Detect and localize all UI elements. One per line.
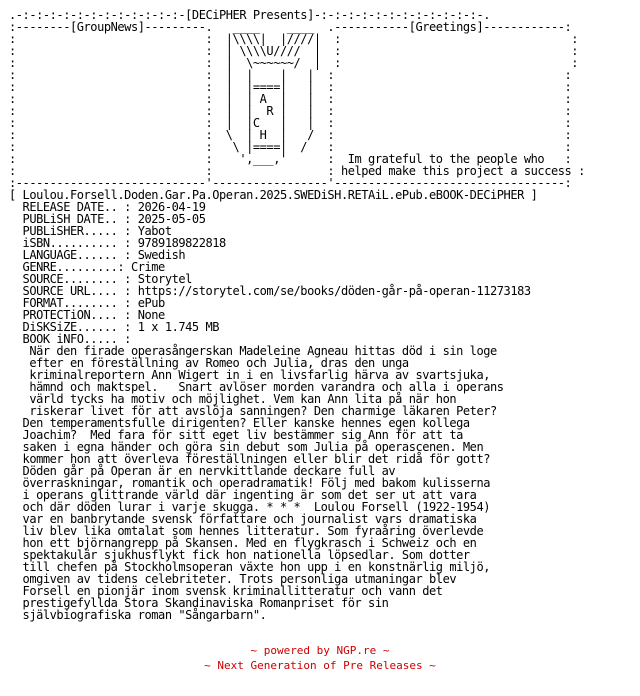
- nfo-line: : : | | A | | : :: [9, 92, 572, 106]
- nfo-line: .-:-:-:-:-:-:-:-:-:-:-:-:-[DECiPHER Presents]-:-:-:-:-:-:-:-:-:-:-:-:-.: [9, 8, 490, 22]
- footer-tagline: ~ Next Generation of Pre Releases ~: [204, 659, 436, 672]
- footer-powered-by: ~ powered by NGP.re ~: [250, 644, 390, 657]
- nfo-line: RELEASE DATE.. : 2026-04-19: [9, 200, 206, 214]
- nfo-line: : : | |C | | : :: [9, 116, 572, 130]
- nfo-line: och där döden lurar i varje skugga. * * * Loulou Forsell (1922-1954): [9, 500, 490, 514]
- nfo-line: hämnd och maktspel. Snart avlöser morden varandra och alla i operans: [9, 380, 504, 394]
- nfo-line: :----------------------------'-----------------'----------------------------------:: [9, 176, 572, 190]
- nfo-line: : : \ |====| / : :: [9, 140, 572, 154]
- nfo-line: hon ett björnangrepp på Skansen. Med en flygkrasch i Schweiz och en: [9, 536, 477, 550]
- nfo-line: : : \ | H | / : :: [9, 128, 572, 142]
- nfo-line: riskerar livet för att avslöja sanningen? Den charmige läkaren Peter?: [9, 404, 497, 418]
- nfo-line: liv blev lika omtalat som hennes litteratur. Som fyraåring överlevde: [9, 524, 484, 538]
- nfo-line: [ Loulou.Forsell.Doden.Gar.Pa.Operan.2025.SWEDiSH.RETAiL.ePub.eBOOK-DECiPHER ]: [9, 188, 538, 202]
- nfo-line: FORMAT........ : ePub: [9, 296, 165, 310]
- nfo-line: : : |\\\\| |////| : :: [9, 32, 579, 46]
- nfo-line: iSBN.......... : 9789189822818: [9, 236, 226, 250]
- nfo-line: Forsell en pionjär inom svensk kriminallitteratur och vann det: [9, 584, 443, 598]
- nfo-line: När den firade operasångerskan Madeleine Agneau hittas död i sin loge: [9, 344, 497, 358]
- nfo-line: : : | \~~~~~~/ | : :: [9, 56, 579, 70]
- nfo-line: : : : helped make this project a success :: [9, 164, 585, 178]
- nfo-line: : : | | R | | : :: [9, 104, 572, 118]
- nfo-line: Den temperamentsfulle dirigenten? Eller kanske hennes egen kollega: [9, 416, 470, 430]
- nfo-line: spektakulär sjukhusflykt fick hon nationella löpsedlar. Som dotter: [9, 548, 470, 562]
- nfo-line: självbiografiska roman "Sångarbarn".: [9, 608, 267, 622]
- nfo-line: efter en föreställning av Romeo och Julia, dras den unga: [9, 356, 409, 370]
- nfo-line: PUBLiSHER..... : Yabot: [9, 224, 172, 238]
- nfo-line: LANGUAGE...... : Swedish: [9, 248, 186, 262]
- nfo-line: : : | | | | : :: [9, 68, 572, 82]
- nfo-line: i operans glittrande värld där ingenting är som det ser ut att vara: [9, 488, 477, 502]
- nfo-line: BOOK iNFO..... :: [9, 332, 131, 346]
- nfo-line: kriminalreportern Ann Wigert in i en livsfarlig härva av svartsjuka,: [9, 368, 490, 382]
- nfo-line: : : | \\\\U//// | : :: [9, 44, 579, 58]
- nfo-line: till chefen på Stockholmsoperan växte hon upp i en konstnärlig miljö,: [9, 560, 490, 574]
- nfo-line: omgiven av tidens celebriteter. Trots personliga utmaningar blev: [9, 572, 457, 586]
- nfo-line: : : | |====| | : :: [9, 80, 572, 94]
- nfo-line: GENRE.........: Crime: [9, 260, 165, 274]
- nfo-line: kommer hon att överleva föreställningen eller blir det ridå för gott?: [9, 452, 490, 466]
- nfo-line: :--------[GroupNews]---------. ____ ____ .-----------[Greetings]------------:: [9, 20, 572, 34]
- nfo-line: SOURCE URL.... : https://storytel.com/se/books/döden-går-på-operan-11273183: [9, 284, 531, 298]
- nfo-line: prestigefyllda Stora Skandinaviska Romanpriset för sin: [9, 596, 389, 610]
- nfo-line: Döden går på Operan är en nervkittlande deckare full av: [9, 464, 396, 478]
- nfo-text: [9, 9, 585, 621]
- nfo-line: DiSKSiZE...... : 1 x 1.745 MB: [9, 320, 220, 334]
- nfo-line: värld tycks ha motiv och möjlighet. Vem kan Ann lita på när hon: [9, 392, 457, 406]
- nfo-line: saken i egna händer och göra sin debut som Julia på operascenen. Men: [9, 440, 484, 454]
- nfo-line: överraskningar, romantik och operadramatik! Följ med bakom kulisserna: [9, 476, 490, 490]
- nfo-line: PROTECTiON.... : None: [9, 308, 165, 322]
- nfo-line: PUBLiSH DATE.. : 2025-05-05: [9, 212, 206, 226]
- nfo-line: : : ',___,' : Im grateful to the people who :: [9, 152, 572, 166]
- nfo-line: SOURCE........ : Storytel: [9, 272, 192, 286]
- nfo-line: var en banbrytande svensk författare och journalist vars dramatiska: [9, 512, 477, 526]
- nfo-line: Joachim? Med fara för sitt eget liv bestämmer sig Ann för att ta: [9, 428, 463, 442]
